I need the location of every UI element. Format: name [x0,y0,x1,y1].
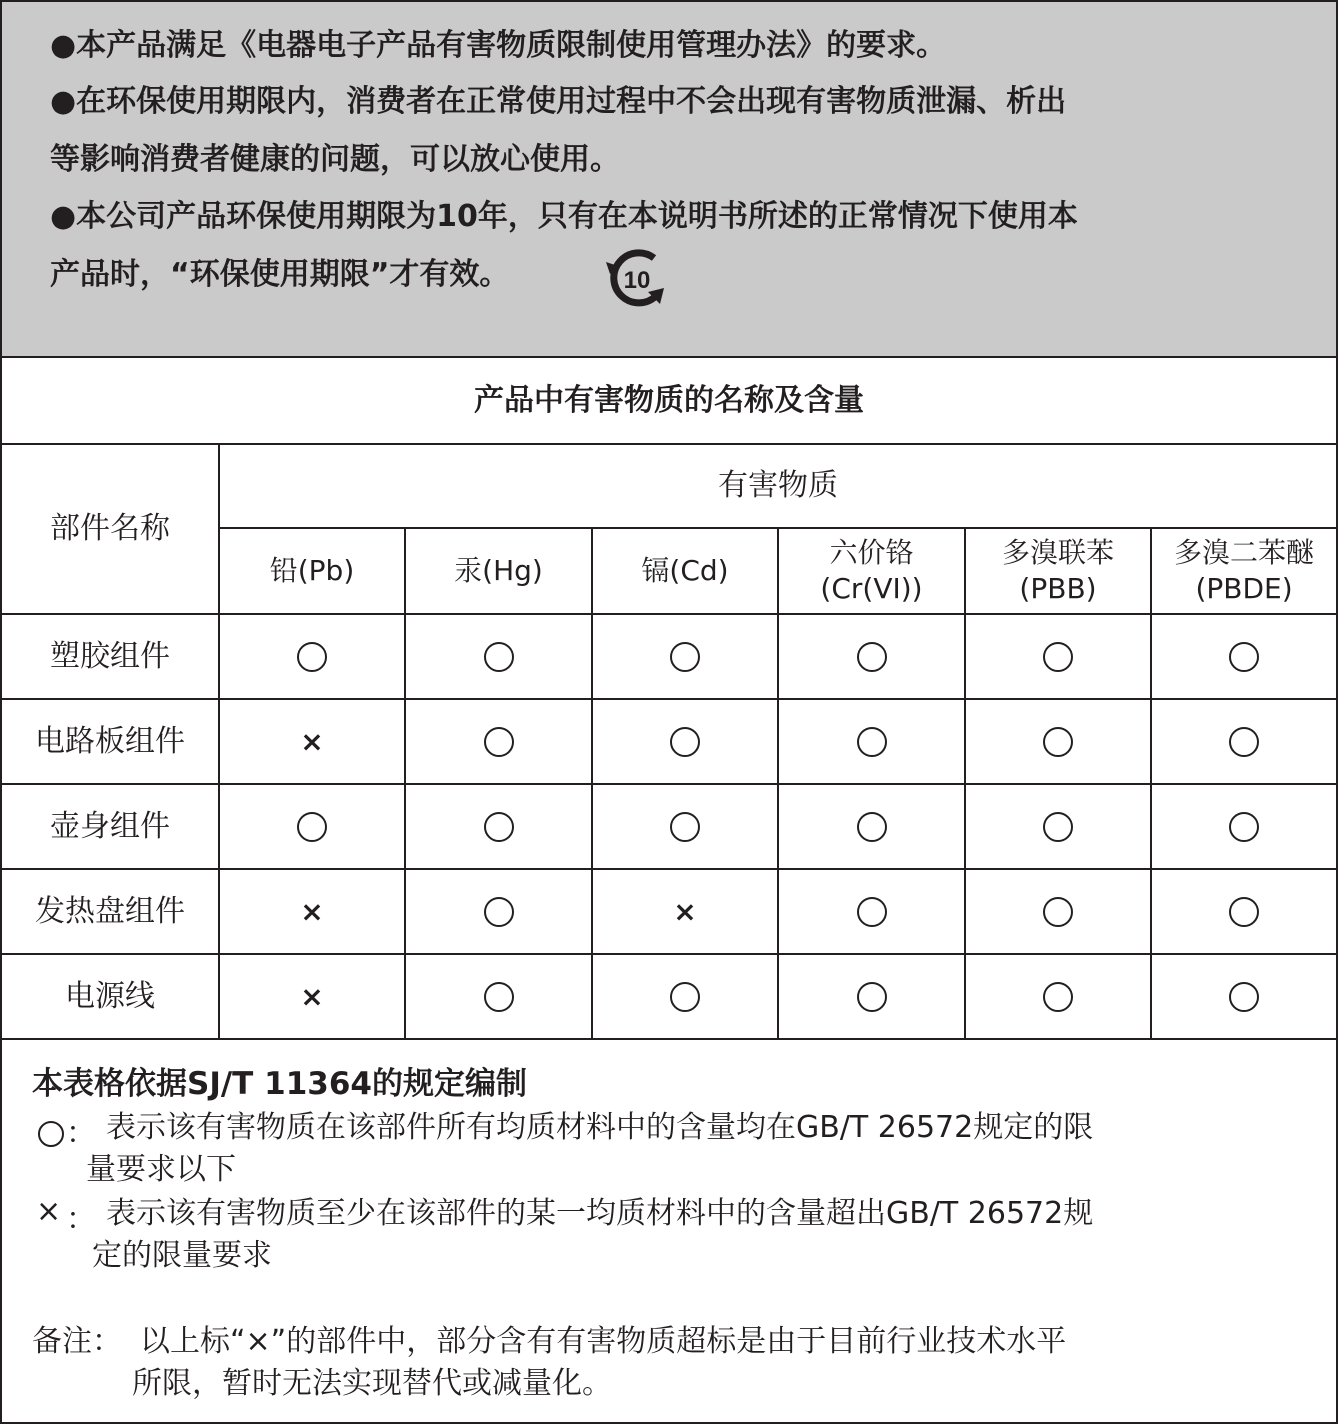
substance-value-cell [965,699,1151,784]
circle-note-line-2: 量要求以下 [86,1152,236,1187]
table-body [2,614,1336,1039]
exceeds-limit-cross: × [300,979,324,1013]
substance-value-cell [1151,699,1336,784]
compliant-circle-icon [670,727,700,757]
remark-line-2: 所限，暂时无法实现替代或减量化。 [132,1366,612,1401]
substance-value-cell [965,614,1151,699]
substance-value-cell [778,784,965,869]
substance-value-cell [219,614,405,699]
substance-name: 六价铬 [829,536,914,569]
substance-value-cell [405,614,592,699]
substance-name: 多溴二苯醚 [1174,536,1315,569]
cross-note-line-1: 表示该有害物质至少在该部件的某一均质材料中的含量超出GB/T 26572规 [106,1196,1094,1231]
substance-header-pbb [965,528,1151,614]
substance-value-cell [965,869,1151,954]
hazardous-substance-header: 有害物质 [219,444,1336,528]
environmental-notice-box [2,2,1336,358]
logo-number: 10 [623,267,651,294]
compliant-circle-icon [484,897,514,927]
table-row [2,614,1336,699]
cross-symbol: × [36,1194,62,1229]
substance-value-cell [592,699,778,784]
compliant-circle-icon [297,812,327,842]
epup-10-year-logo-icon [604,248,668,310]
substance-value-cell [778,869,965,954]
substance-value-cell [778,699,965,784]
compliant-circle-icon [1229,812,1259,842]
substance-code: (PBDE) [1195,572,1293,605]
compliant-circle-icon [857,812,887,842]
notes-section [2,1050,1336,1422]
substance-name: 汞(Hg) [454,554,543,587]
compliant-circle-icon [1229,727,1259,757]
compliant-circle-icon [857,727,887,757]
component-name-cell: 电源线 [2,954,219,1039]
substance-value-cell [1151,784,1336,869]
substance-value-cell [1151,614,1336,699]
substance-value-cell [219,869,405,954]
substance-value-cell [219,954,405,1039]
substance-value-cell [219,784,405,869]
compliant-circle-icon [1043,982,1073,1012]
notice-line-3: 等影响消费者健康的问题，可以放心使用。 [50,142,620,177]
table-title: 产品中有害物质的名称及含量 [2,358,1336,444]
cross-colon: ： [66,1202,96,1237]
compliant-circle-icon [1229,982,1259,1012]
substance-header-pbde [1151,528,1336,614]
component-name-cell: 电路板组件 [2,699,219,784]
substance-value-cell [592,869,778,954]
substance-value-cell [405,954,592,1039]
circle-symbol-icon [38,1121,64,1147]
substance-value-cell [405,784,592,869]
compliant-circle-icon [670,642,700,672]
component-name-header: 部件名称 [2,444,219,614]
compliant-circle-icon [1043,642,1073,672]
compliant-circle-icon [484,812,514,842]
substance-value-cell [405,699,592,784]
compliant-circle-icon [297,642,327,672]
component-name-cell: 发热盘组件 [2,869,219,954]
notice-line-1: ●本产品满足《电器电子产品有害物质限制使用管理办法》的要求。 [50,28,947,63]
table-row [2,699,1336,784]
remark-line-1: 以上标“×”的部件中，部分含有有害物质超标是由于目前行业技术水平 [140,1324,1067,1359]
compliant-circle-icon [670,812,700,842]
substance-value-cell [1151,869,1336,954]
substance-name: 多溴联苯 [1001,536,1114,569]
substance-header-pb [219,528,405,614]
exceeds-limit-cross: × [300,894,324,928]
substance-header-cr6 [778,528,965,614]
remark-label: 备注： [32,1324,122,1359]
substance-value-cell [592,614,778,699]
notes-title: 本表格依据SJ/T 11364的规定编制 [32,1066,527,1102]
substance-code: (PBB) [1019,572,1097,605]
compliant-circle-icon [1229,897,1259,927]
substance-value-cell [965,954,1151,1039]
circle-note-line-1: 表示该有害物质在该部件所有均质材料中的含量均在GB/T 26572规定的限 [106,1110,1094,1145]
substance-value-cell [219,699,405,784]
substance-header-cd [592,528,778,614]
cross-note-line-2: 定的限量要求 [92,1238,272,1273]
substance-value-cell [965,784,1151,869]
substance-value-cell [778,614,965,699]
table-row [2,954,1336,1039]
substance-value-cell [1151,954,1336,1039]
substance-name: 铅(Pb) [269,554,355,587]
compliant-circle-icon [1043,812,1073,842]
component-name-cell: 塑胶组件 [2,614,219,699]
compliant-circle-icon [857,982,887,1012]
table-row [2,869,1336,954]
compliant-circle-icon [1043,727,1073,757]
compliant-circle-icon [670,982,700,1012]
compliant-circle-icon [857,642,887,672]
hazardous-substance-table [2,358,1336,1040]
compliant-circle-icon [484,727,514,757]
compliant-circle-icon [484,642,514,672]
substance-value-cell [592,784,778,869]
substance-value-cell [592,954,778,1039]
compliant-circle-icon [484,982,514,1012]
component-name-cell: 壶身组件 [2,784,219,869]
notice-line-2: ●在环保使用期限内，消费者在正常使用过程中不会出现有害物质泄漏、析出 [50,84,1067,119]
substance-value-cell [405,869,592,954]
notice-line-4: ●本公司产品环保使用期限为10年，只有在本说明书所述的正常情况下使用本 [50,199,1078,234]
table-row [2,784,1336,869]
compliant-circle-icon [1043,897,1073,927]
substance-code: (Cr(VI)) [820,572,923,605]
notice-line-5: 产品时，“环保使用期限”才有效。 [50,257,510,292]
exceeds-limit-cross: × [673,894,697,928]
substance-value-cell [778,954,965,1039]
compliant-circle-icon [857,897,887,927]
compliant-circle-icon [1229,642,1259,672]
substance-header-hg [405,528,592,614]
substance-name: 镉(Cd) [641,554,729,587]
circle-colon: ： [66,1116,96,1151]
exceeds-limit-cross: × [300,724,324,758]
